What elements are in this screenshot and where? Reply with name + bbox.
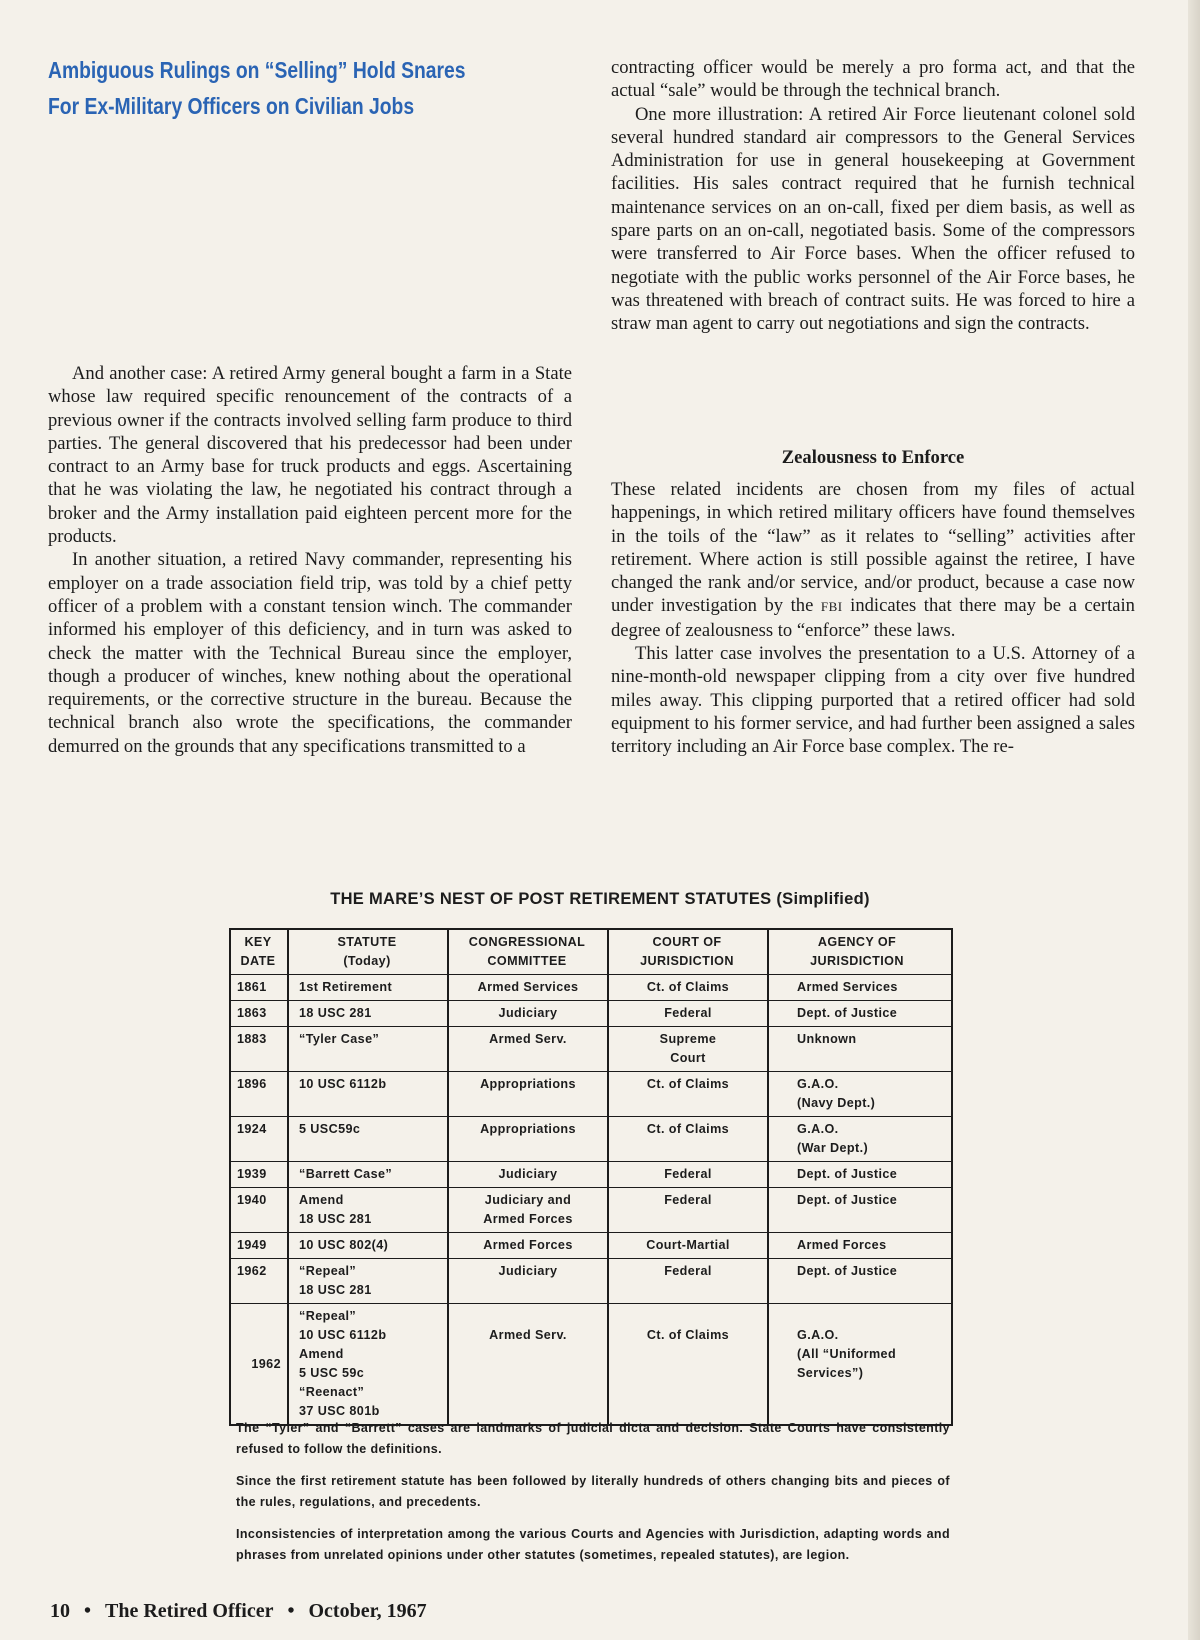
key-date-cell: 1949 bbox=[231, 1233, 289, 1258]
agency-cell: Dept. of Justice bbox=[797, 1264, 898, 1278]
court-cell: Federal bbox=[609, 1001, 769, 1026]
statute-cell: “Tyler Case” bbox=[289, 1027, 449, 1071]
committee-cell: Judiciary bbox=[449, 1259, 609, 1303]
paragraph: And another case: A retired Army general bought a farm in a State whose law required specific renouncement of the contracts of a previous owner if the contracts involved selling farm produce to third parties. The general discovered that his predecessor had been under contract to an Army base for truck products and eggs. Ascertaining that he was violating the law, he negotiated his contract through a broker and the Army installation paid eighteen percent more for the products. bbox=[48, 363, 572, 548]
agency-cell: G.A.O. (All “Uniformed Services”) bbox=[797, 1328, 897, 1380]
left-column bbox=[48, 362, 572, 758]
committee-cell: Armed Serv. bbox=[449, 1304, 609, 1424]
headline-line-2: For Ex-Military Officers on Civilian Jobs bbox=[48, 93, 415, 119]
header-committee: CONGRESSIONAL COMMITTEE bbox=[449, 930, 609, 974]
paragraph: In another situation, a retired Navy commander, representing his employer on a trade association field trip, was told by a chief petty officer of a problem with a constant tension winch. The commander informed his employer of this deficiency, and in turn was asked to check the matter with the Technical Bureau since the employer, though a producer of winches, knew nothing about the operational requirements, or the corrective structure in the bureau. Because the technical branch also wrote the specifications, the commander demurred on the grounds that any specifications transmitted to a bbox=[48, 549, 572, 757]
court-cell: Court-Martial bbox=[609, 1233, 769, 1258]
key-date-cell: 1924 bbox=[231, 1117, 289, 1161]
court-cell: Supreme Court bbox=[609, 1027, 769, 1071]
table-row bbox=[231, 975, 951, 1001]
table-row bbox=[231, 1233, 951, 1259]
agency-cell: Dept. of Justice bbox=[797, 1193, 898, 1207]
bullet-separator: • bbox=[287, 1600, 295, 1622]
key-date-cell: 1896 bbox=[231, 1072, 289, 1116]
paragraph: One more illustration: A retired Air Force lieutenant colonel sold several hundred standard air compressors to the General Services Administration for use in general housekeeping at Government facilities. His sales contract required that he furnish technical maintenance services on an on-call, fixed per diem basis, as well as spare parts on an on-call, negotiated basis. Some of the compressors were transferred to Air Force bases. When the officer refused to negotiate with the public works personnel of the Air Force bases, he was threatened with breach of contract suits. He was forced to hire a straw man agent to carry out negotiations and sign the contracts. bbox=[611, 103, 1135, 335]
key-date-cell: 1962 bbox=[231, 1259, 289, 1303]
court-cell: Federal bbox=[609, 1162, 769, 1187]
agency-cell: G.A.O. (War Dept.) bbox=[797, 1122, 869, 1155]
table-row bbox=[231, 1117, 951, 1162]
statute-cell: “Barrett Case” bbox=[289, 1162, 449, 1187]
table-row bbox=[231, 1259, 951, 1304]
statutes-table bbox=[229, 928, 953, 1426]
agency-cell: Armed Services bbox=[797, 980, 898, 994]
key-date-cell: 1962 bbox=[231, 1304, 289, 1424]
bullet-separator: • bbox=[84, 1600, 92, 1622]
table-note: Since the first retirement statute has been followed by literally hundreds of others changing bits and pieces of the rules, regulations, and precedents. bbox=[236, 1474, 950, 1509]
right-column-bottom bbox=[611, 478, 1135, 759]
table-note: The “Tyler” and “Barrett” cases are landmarks of judicial dicta and decision. State Courts have consistently refused to follow the definitions. bbox=[236, 1421, 950, 1456]
fbi-abbreviation: FBI bbox=[820, 599, 843, 615]
committee-cell: Armed Services bbox=[449, 975, 609, 1000]
headline-line-1: Ambiguous Rulings on “Selling” Hold Snares bbox=[48, 57, 466, 83]
statute-cell: “Repeal” 10 USC 6112b Amend 5 USC 59c “Reenact” 37 USC 801b bbox=[289, 1304, 449, 1424]
paragraph: This latter case involves the presentation to a U.S. Attorney of a nine-month-old newspaper clipping from a city over five hundred miles away. This clipping purported that a retired officer had sold equipment to his former service, and had further been assigned a sales territory including an Air Force base complex. The re- bbox=[611, 643, 1135, 758]
table-title: THE MARE’S NEST OF POST RETIREMENT STATUTES (Simplified) bbox=[330, 890, 870, 908]
table-row bbox=[231, 1001, 951, 1027]
agency-cell: G.A.O. (Navy Dept.) bbox=[797, 1077, 876, 1110]
table-notes bbox=[236, 1418, 950, 1577]
court-cell: Federal bbox=[609, 1259, 769, 1303]
header-statute: STATUTE (Today) bbox=[289, 930, 449, 974]
agency-cell: Dept. of Justice bbox=[797, 1006, 898, 1020]
header-court: COURT OF JURISDICTION bbox=[609, 930, 769, 974]
committee-cell: Armed Forces bbox=[449, 1233, 609, 1258]
statute-cell: Amend 18 USC 281 bbox=[289, 1188, 449, 1232]
key-date-cell: 1940 bbox=[231, 1188, 289, 1232]
paragraph-text: indicates that there may be a certain degree of zealousness to “enforce” these laws. bbox=[611, 595, 1135, 641]
key-date-cell: 1939 bbox=[231, 1162, 289, 1187]
key-date-cell: 1863 bbox=[231, 1001, 289, 1026]
header-agency: AGENCY OF JURISDICTION bbox=[810, 935, 904, 968]
right-column-top bbox=[611, 56, 1135, 336]
key-date-cell: 1861 bbox=[231, 975, 289, 1000]
agency-cell: Dept. of Justice bbox=[797, 1167, 898, 1181]
agency-cell: Armed Forces bbox=[797, 1238, 887, 1252]
publication-name: The Retired Officer bbox=[105, 1600, 274, 1622]
section-subhead: Zealousness to Enforce bbox=[781, 447, 965, 468]
paragraph-text: These related incidents are chosen from my files of actual happenings, in which retired military officers have found themselves in the toils of the “law” as it relates to “selling” activities after retirement. Where action is still possible against the retiree, I have changed the rank and/or service, and/or product, because a case now under investigation by the bbox=[611, 479, 1135, 617]
table-row bbox=[231, 1188, 951, 1233]
table-row bbox=[231, 1027, 951, 1072]
court-cell: Ct. of Claims bbox=[609, 1072, 769, 1116]
statute-cell: 10 USC 6112b bbox=[289, 1072, 449, 1116]
table-row bbox=[231, 1162, 951, 1188]
page-edge bbox=[1188, 0, 1200, 1640]
statute-cell: 5 USC59c bbox=[289, 1117, 449, 1161]
court-cell: Federal bbox=[609, 1188, 769, 1232]
table-header-row bbox=[231, 930, 951, 975]
paragraph bbox=[611, 478, 1135, 642]
table-row bbox=[231, 1072, 951, 1117]
key-date-cell: 1883 bbox=[231, 1027, 289, 1071]
committee-cell: Judiciary and Armed Forces bbox=[449, 1188, 609, 1232]
committee-cell: Appropriations bbox=[449, 1072, 609, 1116]
committee-cell: Appropriations bbox=[449, 1117, 609, 1161]
issue-date: October, 1967 bbox=[308, 1600, 427, 1622]
header-key-date: KEY DATE bbox=[231, 930, 289, 974]
page-number: 10 bbox=[50, 1600, 70, 1622]
statute-cell: 10 USC 802(4) bbox=[289, 1233, 449, 1258]
table-note: Inconsistencies of interpretation among the various Courts and Agencies with Jurisdiction, adapting words and phrases from unrelated opinions under other statutes (sometimes, repealed statutes), are legion. bbox=[236, 1527, 950, 1562]
statute-cell: 1st Retirement bbox=[289, 975, 449, 1000]
table-row bbox=[231, 1304, 951, 1424]
statute-cell: “Repeal” 18 USC 281 bbox=[289, 1259, 449, 1303]
article-headline bbox=[48, 52, 485, 124]
court-cell: Ct. of Claims bbox=[609, 975, 769, 1000]
court-cell: Ct. of Claims bbox=[609, 1117, 769, 1161]
statute-cell: 18 USC 281 bbox=[289, 1001, 449, 1026]
committee-cell: Judiciary bbox=[449, 1162, 609, 1187]
paragraph: contracting officer would be merely a pro forma act, and that the actual “sale” would be through the technical branch. bbox=[611, 57, 1135, 102]
court-cell: Ct. of Claims bbox=[609, 1304, 769, 1424]
committee-cell: Armed Serv. bbox=[449, 1027, 609, 1071]
committee-cell: Judiciary bbox=[449, 1001, 609, 1026]
agency-cell: Unknown bbox=[797, 1032, 857, 1046]
page-footer bbox=[50, 1600, 427, 1623]
